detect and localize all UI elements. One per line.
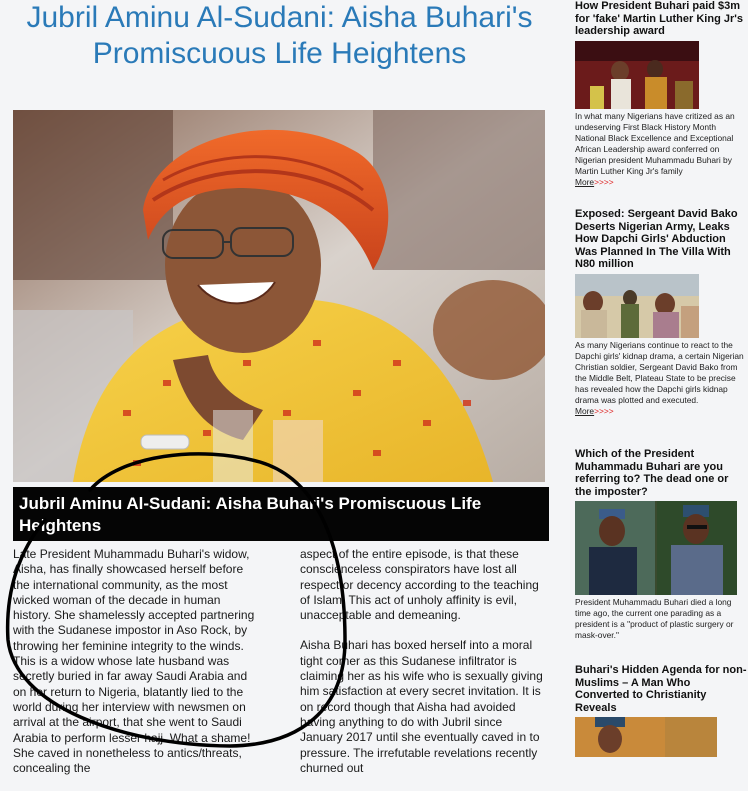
article-column-2 — [300, 547, 546, 791]
related-story[interactable] — [575, 208, 747, 417]
related-story-excerpt: As many Nigerians continue to react to the Dapchi girls' kidnap drama, a certain Nigerian Christian soldier, Sergeant David Bako from the Middle Belt, Plateau State to be precise has revealed how the Dapchi girls kidnap drama was plotted and executed. — [575, 339, 744, 405]
article-hero-image — [13, 110, 545, 482]
related-story[interactable] — [575, 448, 747, 641]
article-headline-banner: Jubril Aminu Al-Sudani: Aisha Buhari's Promiscuous Life Heightens — [13, 487, 549, 541]
related-story-thumbnail[interactable] — [575, 41, 699, 109]
article-title: Jubril Aminu Al-Sudani: Aisha Buhari's Promiscuous Life Heightens — [26, 1, 533, 70]
related-story-title[interactable]: Exposed: Sergeant David Bako Deserts Nigerian Army, Leaks How Dapchi Girls' Abduction Was Planned In The Villa With N80 million — [575, 208, 738, 270]
related-story-title[interactable]: Buhari's Hidden Agenda for non-Muslims – A Man Who Converted to Christianity Reveals — [575, 664, 747, 714]
read-more-link[interactable]: More>>>> — [575, 176, 614, 187]
related-story-excerpt: In what many Nigerians have critized as an undeserving First Black History Month National Black Excellence and Exceptional African Leadership award conferred on Nigerian president Muhammadu Buhari by Martin Luther King Jr's family — [575, 110, 735, 176]
article-paragraph: aspect of the entire episode, is that these conscienceless conspirators have lost all respect or decency according to the teaching of Islam. This act of unholy affinity is evil, unacceptable and demeaning. — [300, 547, 539, 623]
related-story[interactable] — [575, 0, 747, 188]
related-story-title[interactable]: How President Buhari paid $3m for 'fake' Martin Luther King Jr's leadership award — [575, 0, 743, 37]
related-story-thumbnail[interactable] — [575, 717, 717, 757]
related-story-thumbnail[interactable] — [575, 274, 699, 338]
read-more-link[interactable]: More>>>> — [575, 405, 614, 416]
related-story-title[interactable]: Which of the President Muhammadu Buhari are you referring to? The dead one or the imposter? — [575, 448, 729, 498]
article-paragraph: Late President Muhammadu Buhari's widow, Aisha, has finally showcased herself before the international community, as the most wicked woman of the decade in human history. She shamelessly accepted partnering with the Sudanese impostor in Aso Rock, by throwing her feminine integrity to the winds. This is a widow whose late husband was secretly buried in far away Saudi Arabia and on her return to Nigeria, blatantly lied to the world during her interview with newsmen on arrival at the airport, that she went to Saudi Arabia to perform lesser hajj. What a shame! She caved in nonetheless to antics/threats, concealing the — [13, 547, 255, 776]
related-story-excerpt: President Muhammadu Buhari died a long time ago, the current one parading as a president is a "product of plastic surgery or mask-over." — [575, 597, 734, 640]
related-story-thumbnail[interactable] — [575, 501, 737, 595]
article-paragraph: Aisha Buhari has boxed herself into a moral tight corner as this Sudanese infiltrator is claiming her as his wife who is sexually giving him satisfaction at every secret invitation. It is on record though that Aisha had avoided having anything to do with Jubril since January 2017 until she eventually caved in to pressure. The irrefutable revelations recently churned out — [300, 638, 543, 775]
article-column-1 — [13, 547, 259, 791]
related-story[interactable] — [575, 664, 747, 757]
